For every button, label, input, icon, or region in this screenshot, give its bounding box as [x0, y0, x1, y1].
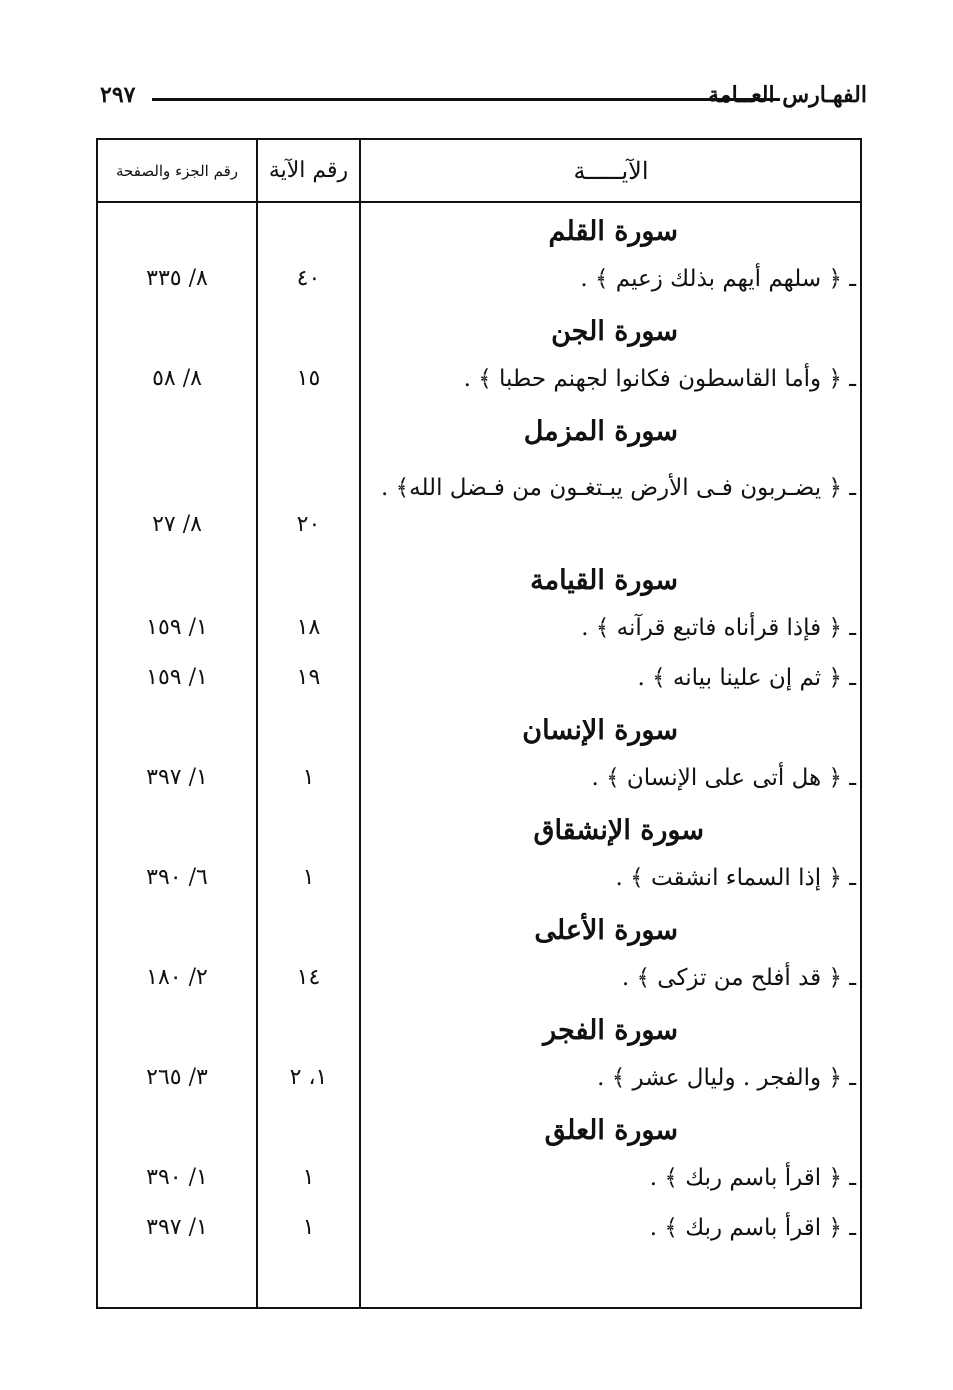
verse-text: ـ ﴿ يضـربون فـى الأرض يبـتغـون من فـضل الله﴾ .: [381, 475, 856, 501]
verse-number: ١٨: [296, 615, 321, 640]
volume-page-ref: ٨/ ٢٧: [152, 512, 202, 537]
verse-row: [98, 1215, 860, 1255]
volume-page-ref: ١/ ٣٩٧: [146, 765, 208, 790]
volume-page-ref: ١/ ١٥٩: [146, 615, 208, 640]
column-header-verse: الآيـــــة: [573, 156, 649, 185]
surah-heading: سورة القيامة: [530, 565, 678, 596]
volume-page-ref: ٣/ ٢٦٥: [146, 1065, 208, 1090]
header-rule: [152, 98, 780, 101]
surah-heading: سورة الإنشقاق: [533, 815, 704, 846]
volume-page-ref: ٨/ ٣٣٥: [146, 266, 208, 291]
verse-number: ١: [302, 865, 315, 890]
verse-number: ١، ٢: [289, 1065, 328, 1090]
surah-heading-row: [98, 1115, 860, 1155]
volume-page-ref: ١/ ٣٩٧: [146, 1215, 208, 1240]
surah-heading: سورة الإنسان: [522, 715, 678, 746]
page-header: [92, 78, 867, 118]
surah-heading-row: [98, 715, 860, 755]
verse-text: ـ ﴿ هل أتى على الإنسان ﴾ .: [591, 765, 856, 791]
surah-heading-row: [98, 316, 860, 356]
surah-heading: سورة الجن: [551, 316, 678, 347]
surah-heading-row: [98, 815, 860, 855]
verse-row: [98, 665, 860, 705]
surah-heading: سورة القلم: [548, 216, 678, 247]
verse-text: ـ ﴿ اقرأ باسم ربك ﴾ .: [649, 1165, 856, 1191]
verse-number: ١٤: [296, 965, 321, 990]
verse-text: ـ ﴿ ثم إن علينا بيانه ﴾ .: [637, 665, 856, 691]
verse-text: ـ ﴿ وأما القاسطون فكانوا لجهنم حطبا ﴾ .: [463, 366, 856, 392]
surah-heading: سورة الفجر: [543, 1015, 678, 1046]
surah-heading-row: [98, 216, 860, 256]
running-title: الفهـارس العــامة: [708, 82, 867, 108]
verse-row: [98, 765, 860, 805]
verse-text: ـ ﴿ سلهم أيهم بذلك زعيم ﴾ .: [580, 266, 856, 292]
verse-text: ـ ﴿ اقرأ باسم ربك ﴾ .: [649, 1215, 856, 1241]
verse-text: ـ ﴿ فإذا قرأناه فاتبع قرآنه ﴾ .: [581, 615, 856, 641]
header-divider: [98, 201, 860, 203]
column-header-verse-number: رقم الآية: [268, 158, 349, 183]
volume-page-ref: ٢/ ١٨٠: [146, 965, 208, 990]
verse-row: [98, 615, 860, 655]
volume-page-ref: ٨/ ٥٨: [152, 366, 202, 391]
surah-heading: سورة العلق: [544, 1115, 678, 1146]
verse-number: ١٥: [296, 366, 321, 391]
verse-number: ١: [302, 1215, 315, 1240]
volume-page-ref: ١/ ٣٩٠: [146, 1165, 208, 1190]
surah-heading: سورة الأعلى: [534, 915, 678, 946]
page-number: ٢٩٧: [100, 82, 136, 108]
verse-number: ١: [302, 765, 315, 790]
surah-heading: سورة المزمل: [523, 416, 678, 447]
verse-row: [98, 965, 860, 1005]
verse-row: [98, 266, 860, 306]
surah-heading-row: [98, 416, 860, 456]
verse-row: [98, 1165, 860, 1205]
verse-row: [98, 464, 860, 560]
surah-heading-row: [98, 565, 860, 605]
surah-heading-row: [98, 915, 860, 955]
volume-page-ref: ٦/ ٣٩٠: [146, 865, 208, 890]
verse-number: ٢٠: [296, 512, 321, 537]
surah-heading-row: [98, 1015, 860, 1055]
verse-number: ١٩: [296, 665, 321, 690]
verse-row: [98, 865, 860, 905]
verse-text: ـ ﴿ قد أفلح من تزكى ﴾ .: [621, 965, 856, 991]
verse-row: [98, 1065, 860, 1105]
verse-text: ـ ﴿ والفجر . وليال عشر ﴾ .: [597, 1065, 856, 1091]
verse-index-table: [96, 138, 862, 1309]
verse-number: ١: [302, 1165, 315, 1190]
verse-text: ـ ﴿ إذا السماء انشقت ﴾ .: [615, 865, 856, 891]
column-header-reference: رقم الجزء والصفحة: [116, 161, 238, 180]
verse-number: ٤٠: [296, 266, 321, 291]
volume-page-ref: ١/ ١٥٩: [146, 665, 208, 690]
verse-row: [98, 366, 860, 406]
